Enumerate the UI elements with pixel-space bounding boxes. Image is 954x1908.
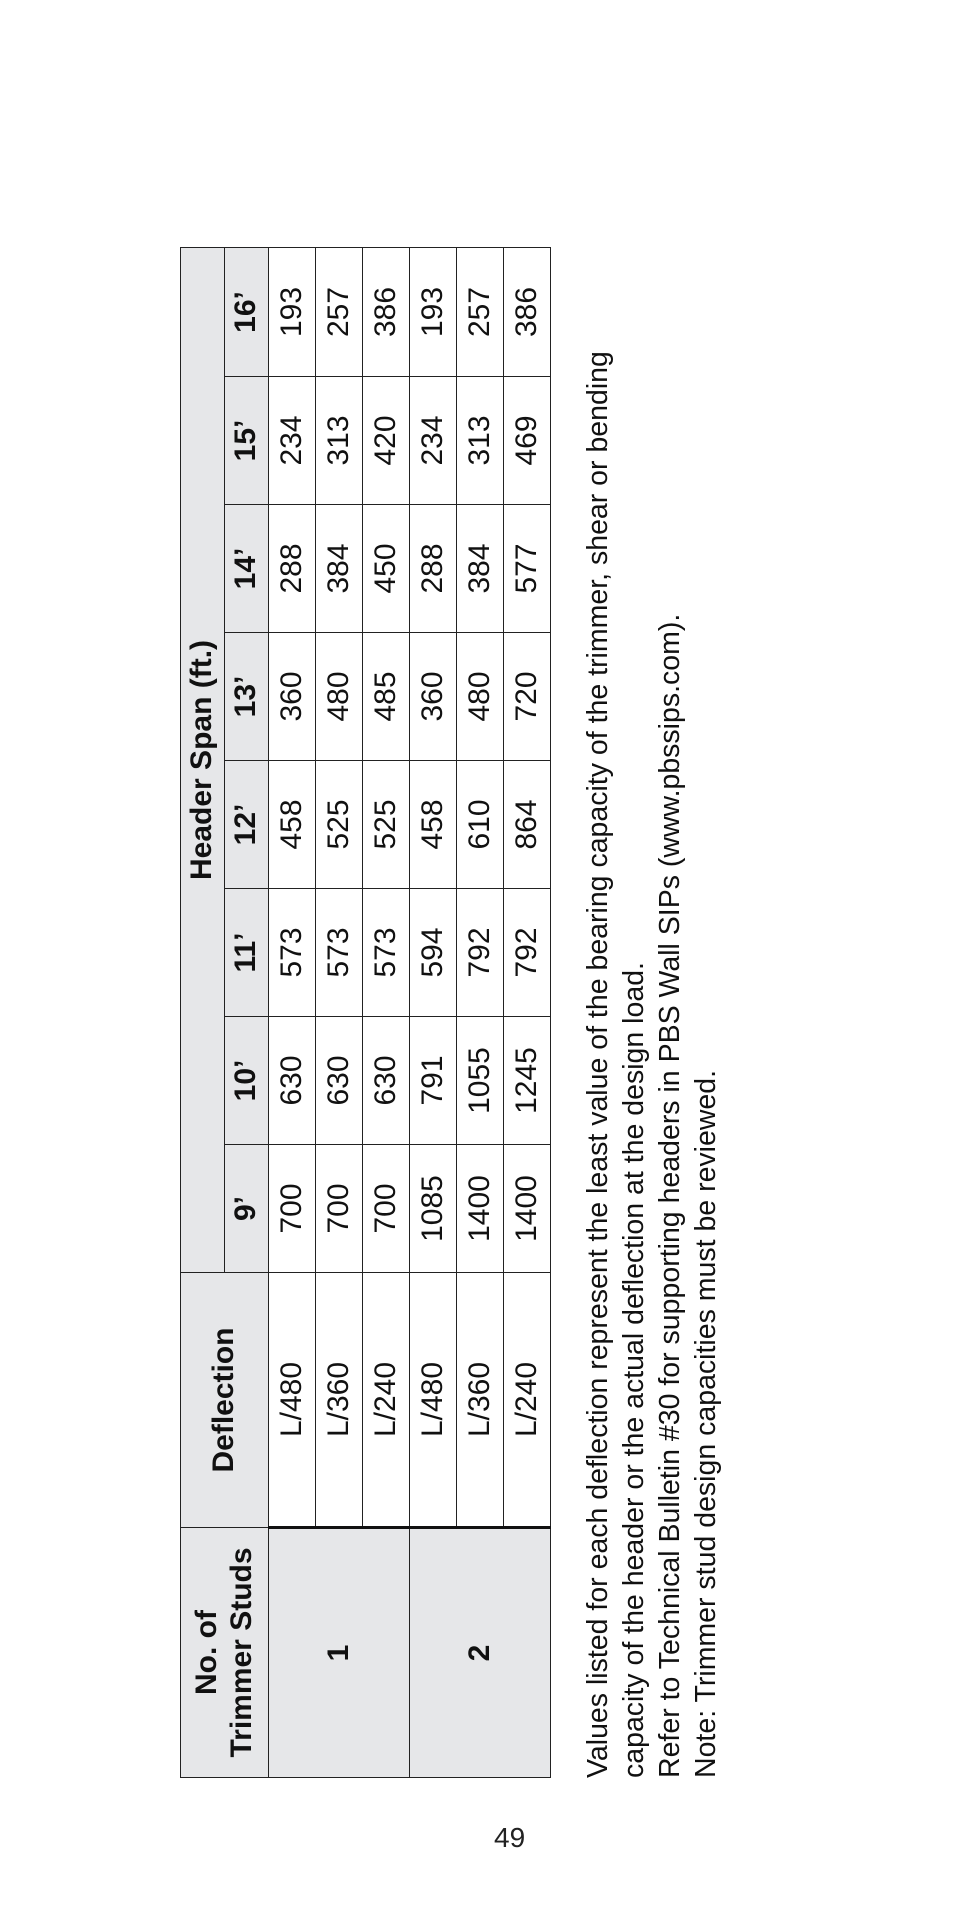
capacity-cell: 720 bbox=[504, 633, 551, 761]
capacity-cell: 480 bbox=[457, 633, 504, 761]
span-header: 13’ bbox=[225, 633, 269, 761]
deflection-cell: L/360 bbox=[457, 1273, 504, 1528]
capacity-cell: 485 bbox=[363, 633, 410, 761]
deflection-cell: L/480 bbox=[269, 1273, 316, 1528]
capacity-cell: 864 bbox=[504, 761, 551, 889]
table-row bbox=[269, 247, 316, 1777]
capacity-cell: 234 bbox=[410, 377, 457, 505]
studs-header-line-1: No. of bbox=[190, 1610, 223, 1695]
capacity-cell: 193 bbox=[410, 247, 457, 376]
deflection-cell: L/480 bbox=[410, 1273, 457, 1528]
studs-count-cell: 1 bbox=[269, 1528, 410, 1778]
capacity-cell: 386 bbox=[363, 247, 410, 376]
deflection-cell: L/240 bbox=[363, 1273, 410, 1528]
capacity-cell: 525 bbox=[363, 761, 410, 889]
capacity-cell: 420 bbox=[363, 377, 410, 505]
capacity-cell: 525 bbox=[316, 761, 363, 889]
capacity-cell: 1245 bbox=[504, 1017, 551, 1145]
capacity-cell: 193 bbox=[269, 247, 316, 376]
capacity-cell: 360 bbox=[269, 633, 316, 761]
note-line: Note: Trimmer stud design capacities must be reviewed. bbox=[690, 1069, 722, 1778]
span-header: 9’ bbox=[225, 1145, 269, 1273]
capacity-cell: 792 bbox=[457, 889, 504, 1017]
span-header: 11’ bbox=[225, 889, 269, 1017]
note-line: Values listed for each deflection represent the least value of the bearing capacity of the trimmer, shear or bending bbox=[582, 351, 614, 1778]
span-header: 10’ bbox=[225, 1017, 269, 1145]
table-notes bbox=[580, 248, 724, 1778]
note-line: capacity of the header or the actual deflection at the design load. bbox=[618, 962, 650, 1778]
page-number: 49 bbox=[494, 1822, 526, 1853]
capacity-cell: 1085 bbox=[410, 1145, 457, 1273]
note-line: Refer to Technical Bulletin #30 for supporting headers in PBS Wall SIPs (www.pbssips.com). bbox=[654, 613, 686, 1778]
deflection-column-header: Deflection bbox=[181, 1273, 269, 1528]
capacity-cell: 384 bbox=[316, 505, 363, 633]
capacity-cell: 700 bbox=[363, 1145, 410, 1273]
capacity-cell: 257 bbox=[316, 247, 363, 376]
capacity-cell: 384 bbox=[457, 505, 504, 633]
capacity-cell: 288 bbox=[269, 505, 316, 633]
capacity-cell: 573 bbox=[269, 889, 316, 1017]
capacity-cell: 1400 bbox=[504, 1145, 551, 1273]
capacity-cell: 458 bbox=[269, 761, 316, 889]
capacity-cell: 469 bbox=[504, 377, 551, 505]
capacity-cell: 360 bbox=[410, 633, 457, 761]
deflection-cell: L/360 bbox=[316, 1273, 363, 1528]
capacity-cell: 610 bbox=[457, 761, 504, 889]
capacity-cell: 257 bbox=[457, 247, 504, 376]
capacity-cell: 1055 bbox=[457, 1017, 504, 1145]
capacity-cell: 573 bbox=[316, 889, 363, 1017]
capacity-cell: 630 bbox=[269, 1017, 316, 1145]
capacity-cell: 458 bbox=[410, 761, 457, 889]
deflection-cell: L/240 bbox=[504, 1273, 551, 1528]
capacity-cell: 630 bbox=[316, 1017, 363, 1145]
capacity-cell: 577 bbox=[504, 505, 551, 633]
header-span-group-header: Header Span (ft.) bbox=[181, 247, 225, 1272]
table-row bbox=[410, 247, 457, 1777]
span-header: 14’ bbox=[225, 505, 269, 633]
capacity-cell: 480 bbox=[316, 633, 363, 761]
span-header: 15’ bbox=[225, 377, 269, 505]
capacity-cell: 700 bbox=[316, 1145, 363, 1273]
rotated-page-content bbox=[180, 248, 780, 1778]
capacity-cell: 1400 bbox=[457, 1145, 504, 1273]
capacity-cell: 234 bbox=[269, 377, 316, 505]
capacity-cell: 288 bbox=[410, 505, 457, 633]
span-header: 12’ bbox=[225, 761, 269, 889]
capacity-cell: 450 bbox=[363, 505, 410, 633]
capacity-cell: 313 bbox=[457, 377, 504, 505]
studs-column-header bbox=[181, 1528, 269, 1778]
studs-header-line-2: Trimmer Studs bbox=[224, 1547, 258, 1758]
span-header: 16’ bbox=[225, 247, 269, 376]
capacity-cell: 700 bbox=[269, 1145, 316, 1273]
capacity-cell: 792 bbox=[504, 889, 551, 1017]
studs-count-cell: 2 bbox=[410, 1528, 551, 1778]
capacity-cell: 386 bbox=[504, 247, 551, 376]
capacity-cell: 573 bbox=[363, 889, 410, 1017]
capacity-cell: 630 bbox=[363, 1017, 410, 1145]
capacity-cell: 594 bbox=[410, 889, 457, 1017]
capacity-cell: 791 bbox=[410, 1017, 457, 1145]
header-span-table bbox=[180, 247, 551, 1778]
capacity-cell: 313 bbox=[316, 377, 363, 505]
